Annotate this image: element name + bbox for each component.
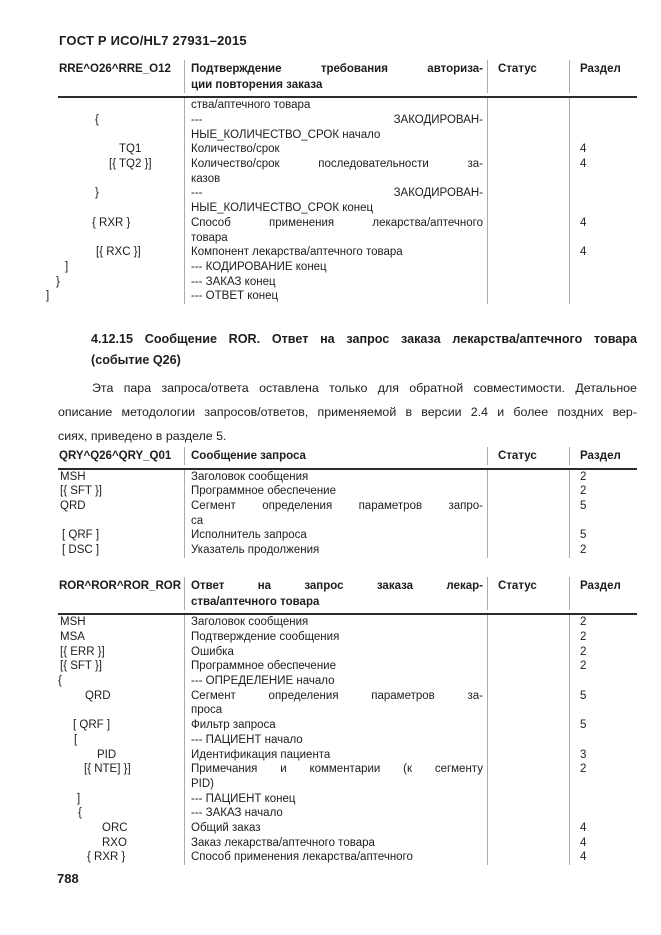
- text-line: 2: [580, 544, 587, 557]
- segment-code: [: [74, 733, 78, 746]
- segment-code-cell: [58, 733, 185, 748]
- message-code: ROR^ROR^ROR_ROR: [59, 580, 182, 592]
- text-line: --- ЗАКАЗ начало: [191, 807, 283, 820]
- segment-code: ]: [46, 290, 50, 303]
- text-line: НЫЕ_КОЛИЧЕСТВО_СРОК начало: [191, 128, 381, 141]
- description-cell: [185, 528, 488, 543]
- section-column-header: [570, 60, 637, 93]
- text-line: 2: [580, 630, 587, 643]
- text-line: 3: [580, 748, 587, 761]
- status-cell: [488, 689, 570, 718]
- section-cell: [570, 659, 637, 674]
- text-line: Количество/срок последовательности за-: [191, 158, 483, 170]
- status-cell: [488, 157, 570, 186]
- status-cell: [488, 850, 570, 865]
- table-row: [58, 470, 637, 485]
- description-cell: [185, 157, 488, 186]
- description-cell: [185, 630, 488, 645]
- section-cell: [570, 748, 637, 763]
- description-cell: [185, 615, 488, 630]
- text-line: 2: [580, 616, 587, 629]
- text-line: Указатель продолжения: [191, 544, 320, 557]
- table-row: [58, 821, 637, 836]
- table-row: [58, 142, 637, 157]
- text-line: --- ПАЦИЕНТ конец: [191, 792, 296, 805]
- status-cell: [488, 113, 570, 142]
- section-cell: [570, 216, 637, 245]
- segment-code-cell: [58, 645, 185, 660]
- segment-code: [{ NTE] }]: [84, 763, 131, 776]
- segment-code-cell: [58, 821, 185, 836]
- description-cell: [185, 674, 488, 689]
- text-line: 5: [580, 719, 587, 732]
- status-cell: [488, 762, 570, 791]
- text-line: 4: [580, 143, 587, 156]
- segment-code: MSH: [60, 616, 86, 629]
- description-cell: [185, 275, 488, 290]
- text-line: --- ЗАКОДИРОВАН-: [191, 113, 483, 126]
- status-cell: [488, 499, 570, 528]
- message-code-header: [58, 60, 185, 93]
- section-heading: [58, 329, 637, 371]
- table-header-row: [58, 447, 637, 470]
- segment-code-cell: [58, 484, 185, 499]
- text-line: (событие Q26): [91, 353, 181, 367]
- text-line: Статус: [498, 450, 537, 462]
- text-line: PID): [191, 777, 214, 790]
- status-cell: [488, 836, 570, 851]
- status-cell: [488, 615, 570, 630]
- table-row: [58, 98, 637, 113]
- text-line: Способ применения лекарства/аптечного: [191, 216, 483, 229]
- description-cell: [185, 792, 488, 807]
- message-code: RRE^O26^RRE_O12: [59, 63, 171, 75]
- segment-code: {: [95, 113, 99, 126]
- description-cell: [185, 850, 488, 865]
- table-row: [58, 216, 637, 245]
- table-row: [58, 528, 637, 543]
- table-row: [46, 289, 637, 304]
- table-row: [58, 615, 637, 630]
- segment-code: {: [58, 675, 62, 687]
- segment-code: [ QRF ]: [62, 529, 100, 542]
- text-line: 5: [580, 529, 587, 542]
- status-cell: [488, 543, 570, 558]
- status-cell: [488, 142, 570, 157]
- text-line: 2: [580, 645, 587, 658]
- segment-code-cell: [58, 718, 185, 733]
- text-line: Сегмент определения параметров запро-: [191, 500, 483, 512]
- section-cell: [570, 762, 637, 791]
- description-cell: [185, 216, 488, 245]
- text-line: Раздел: [580, 63, 621, 75]
- segment-code-cell: [58, 186, 185, 215]
- table-row: [58, 157, 637, 186]
- table-row: [58, 689, 637, 718]
- text-line: 4: [580, 246, 587, 259]
- text-line: 4: [580, 851, 587, 864]
- segment-code: QRD: [85, 689, 111, 702]
- text-line: Количество/срок: [191, 143, 280, 156]
- section-cell: [570, 275, 637, 290]
- table-row: [58, 245, 637, 260]
- segment-code-cell: [58, 836, 185, 851]
- status-cell: [488, 748, 570, 763]
- text-line: Программное обеспечение: [191, 660, 336, 673]
- table-row: [58, 836, 637, 851]
- text-line: Статус: [498, 580, 537, 592]
- segment-code: [ QRF ]: [73, 719, 111, 732]
- segment-code-cell: [58, 689, 185, 718]
- table-row: [58, 850, 637, 865]
- description-cell: [185, 645, 488, 660]
- segment-code: [{ TQ2 }]: [109, 158, 152, 170]
- table-row: [58, 733, 637, 748]
- status-cell: [488, 792, 570, 807]
- text-line: Заказ лекарства/аптечного товара: [191, 836, 375, 849]
- text-line: Статус: [498, 63, 537, 75]
- status-cell: [488, 733, 570, 748]
- table-row: [58, 113, 637, 142]
- segment-code: MSH: [60, 470, 86, 483]
- section-cell: [570, 142, 637, 157]
- segment-code-cell: [58, 674, 185, 689]
- section-cell: [570, 836, 637, 851]
- status-cell: [488, 260, 570, 275]
- text-line: Примечания и комментарии (к сегменту: [191, 763, 483, 776]
- description-cell: [185, 142, 488, 157]
- segment-code-cell: [58, 792, 185, 807]
- section-cell: [570, 157, 637, 186]
- section-cell: [570, 289, 637, 304]
- text-line: --- ЗАКОДИРОВАН-: [191, 187, 483, 200]
- text-line: Исполнитель запроса: [191, 529, 307, 542]
- text-line: Идентификация пациента: [191, 748, 331, 761]
- text-line: 4: [580, 836, 587, 849]
- text-line: 4: [580, 216, 587, 229]
- text-line: сиях, приведено в разделе 5.: [58, 429, 227, 443]
- description-cell: [185, 499, 488, 528]
- description-cell: [185, 733, 488, 748]
- table-rre-o26-rre-o12: [46, 60, 637, 304]
- segment-code-cell: [58, 615, 185, 630]
- table-row: [58, 275, 637, 290]
- section-cell: [570, 615, 637, 630]
- segment-code: { RXR }: [92, 216, 131, 229]
- description-cell: [185, 543, 488, 558]
- section-cell: [570, 674, 637, 689]
- status-column-header: [488, 447, 570, 465]
- text-line: Раздел: [580, 580, 621, 592]
- section-cell: [570, 733, 637, 748]
- segment-code: RXO: [102, 836, 127, 849]
- description-cell: [185, 762, 488, 791]
- segment-code-cell: [58, 850, 185, 865]
- section-cell: [570, 98, 637, 113]
- segment-code: QRD: [60, 500, 86, 512]
- table-row: [58, 748, 637, 763]
- text-line: товара: [191, 231, 228, 244]
- segment-code: { RXR }: [87, 851, 126, 864]
- text-line: Программное обеспечение: [191, 485, 336, 498]
- section-cell: [570, 543, 637, 558]
- table-row: [58, 484, 637, 499]
- segment-code-cell: [58, 543, 185, 558]
- section-cell: [570, 113, 637, 142]
- status-column-header: [488, 577, 570, 610]
- text-line: Сегмент определения параметров за-: [191, 689, 483, 702]
- status-cell: [488, 186, 570, 215]
- message-code-header: [58, 447, 185, 465]
- segment-code: [{ SFT }]: [60, 485, 102, 498]
- text-line: --- ОТВЕТ конец: [191, 290, 279, 303]
- text-line: описание методологии запросов/ответов, применяемой в версии 2.4 и более поздних вер-: [58, 405, 637, 419]
- section-cell: [570, 689, 637, 718]
- section-cell: [570, 630, 637, 645]
- section-cell: [570, 484, 637, 499]
- text-line: Общий заказ: [191, 822, 261, 835]
- status-cell: [488, 216, 570, 245]
- segment-code: }: [95, 187, 99, 200]
- segment-code-cell: [58, 659, 185, 674]
- status-cell: [488, 470, 570, 485]
- description-cell: [185, 186, 488, 215]
- description-cell: [185, 470, 488, 485]
- table-row: [58, 674, 637, 689]
- segment-code-cell: [58, 275, 185, 290]
- table-row: [58, 630, 637, 645]
- text-line: --- ОПРЕДЕЛЕНИЕ начало: [191, 675, 335, 687]
- section-cell: [570, 821, 637, 836]
- message-code: QRY^Q26^QRY_Q01: [59, 450, 172, 462]
- description-cell: [185, 659, 488, 674]
- description-cell: [185, 484, 488, 499]
- text-line: 4: [580, 158, 587, 170]
- section-column-header: [570, 447, 637, 465]
- table-row: [58, 543, 637, 558]
- status-cell: [488, 659, 570, 674]
- table-header-row: [58, 60, 637, 98]
- segment-code: [ DSC ]: [62, 544, 100, 557]
- table-ror-ror-ror-ror: [58, 577, 637, 865]
- status-cell: [488, 528, 570, 543]
- section-cell: [570, 499, 637, 528]
- text-line: НЫЕ_КОЛИЧЕСТВО_СРОК конец: [191, 202, 374, 215]
- status-cell: [488, 821, 570, 836]
- text-line: Способ применения лекарства/аптечного: [191, 851, 413, 864]
- description-cell: [185, 836, 488, 851]
- text-line: ства/аптечного товара: [191, 99, 311, 112]
- text-line: са: [191, 514, 204, 527]
- text-line: 4.12.15 Сообщение ROR. Ответ на запрос заказа лекарства/аптечного товара: [91, 332, 637, 346]
- status-cell: [488, 484, 570, 499]
- table-row: [58, 762, 637, 791]
- text-line: ции повторения заказа: [191, 78, 323, 91]
- table-row: [58, 718, 637, 733]
- table-row: [58, 645, 637, 660]
- text-line: Эта пара запроса/ответа оставлена только для обратной совместимости. Детальное: [92, 381, 637, 395]
- segment-code: {: [78, 807, 82, 820]
- message-code-header: [58, 577, 185, 610]
- text-line: 2: [580, 763, 587, 776]
- text-line: Подтверждение сообщения: [191, 630, 340, 643]
- description-cell: [185, 245, 488, 260]
- segment-code: ]: [77, 792, 81, 805]
- segment-code-cell: [58, 630, 185, 645]
- section-cell: [570, 645, 637, 660]
- text-line: --- КОДИРОВАНИЕ конец: [191, 260, 327, 273]
- status-column-header: [488, 60, 570, 93]
- section-column-header: [570, 577, 637, 610]
- segment-code-cell: [58, 260, 185, 275]
- text-line: 2: [580, 660, 587, 673]
- page-number: 788: [57, 871, 79, 886]
- segment-code: [{ ERR }]: [60, 645, 105, 658]
- segment-code-cell: [58, 806, 185, 821]
- description-cell: [185, 806, 488, 821]
- text-line: ства/аптечного товара: [191, 595, 320, 608]
- segment-code-cell: [58, 470, 185, 485]
- status-cell: [488, 289, 570, 304]
- section-cell: [570, 245, 637, 260]
- section-cell: [570, 186, 637, 215]
- segment-code-cell: [58, 113, 185, 142]
- table-title-header: [185, 447, 488, 465]
- table-title-header: [185, 60, 488, 93]
- segment-code-cell: [58, 216, 185, 245]
- text-line: Раздел: [580, 450, 621, 462]
- section-cell: [570, 850, 637, 865]
- description-cell: [185, 821, 488, 836]
- segment-code-cell: [58, 142, 185, 157]
- text-line: --- ЗАКАЗ конец: [191, 275, 276, 288]
- segment-code-cell: [58, 762, 185, 791]
- table-title-header: [185, 577, 488, 610]
- status-cell: [488, 645, 570, 660]
- description-cell: [185, 748, 488, 763]
- description-cell: [185, 113, 488, 142]
- section-cell: [570, 806, 637, 821]
- table-row: [58, 659, 637, 674]
- text-line: 4: [580, 822, 587, 835]
- segment-code: MSA: [60, 630, 85, 643]
- section-cell: [570, 718, 637, 733]
- table-row: [58, 260, 637, 275]
- text-line: Ответ на запрос заказа лекар-: [191, 580, 483, 592]
- description-cell: [185, 289, 488, 304]
- status-cell: [488, 674, 570, 689]
- section-cell: [570, 528, 637, 543]
- table-row: [58, 806, 637, 821]
- segment-code-cell: [46, 289, 185, 304]
- segment-code-cell: [58, 528, 185, 543]
- text-line: Подтверждение требования авториза-: [191, 63, 483, 75]
- section-paragraph: [58, 376, 637, 448]
- table-row: [58, 186, 637, 215]
- table-row: [58, 499, 637, 528]
- segment-code: ORC: [102, 822, 128, 835]
- text-line: Сообщение запроса: [191, 450, 306, 462]
- table-header-row: [58, 577, 637, 615]
- text-line: 2: [580, 485, 587, 498]
- text-line: 2: [580, 470, 587, 483]
- table-row: [58, 792, 637, 807]
- description-cell: [185, 689, 488, 718]
- text-line: казов: [191, 172, 221, 185]
- segment-code: TQ1: [119, 143, 142, 156]
- text-line: проса: [191, 704, 223, 717]
- segment-code: ]: [65, 260, 69, 273]
- segment-code-cell: [58, 748, 185, 763]
- segment-code: [{ RXC }]: [96, 246, 141, 259]
- text-line: Заголовок сообщения: [191, 470, 309, 483]
- description-cell: [185, 98, 488, 113]
- text-line: Фильтр запроса: [191, 719, 276, 732]
- text-line: Заголовок сообщения: [191, 616, 309, 629]
- text-line: 5: [580, 689, 587, 702]
- description-cell: [185, 718, 488, 733]
- text-line: 5: [580, 500, 587, 512]
- segment-code: PID: [97, 748, 117, 761]
- description-cell: [185, 260, 488, 275]
- segment-code-cell: [58, 157, 185, 186]
- section-cell: [570, 470, 637, 485]
- text-line: --- ПАЦИЕНТ начало: [191, 733, 303, 746]
- segment-code: [{ SFT }]: [60, 660, 102, 673]
- text-line: Ошибка: [191, 645, 234, 658]
- status-cell: [488, 275, 570, 290]
- section-cell: [570, 260, 637, 275]
- text-line: Компонент лекарства/аптечного товара: [191, 246, 403, 259]
- section-cell: [570, 792, 637, 807]
- document-title: ГОСТ Р ИСО/HL7 27931–2015: [59, 33, 247, 48]
- status-cell: [488, 630, 570, 645]
- segment-code-cell: [58, 98, 185, 113]
- status-cell: [488, 806, 570, 821]
- status-cell: [488, 245, 570, 260]
- status-cell: [488, 98, 570, 113]
- segment-code-cell: [58, 245, 185, 260]
- segment-code-cell: [58, 499, 185, 528]
- segment-code: }: [56, 275, 60, 288]
- table-qry-q26-qry-q01: [58, 447, 637, 558]
- status-cell: [488, 718, 570, 733]
